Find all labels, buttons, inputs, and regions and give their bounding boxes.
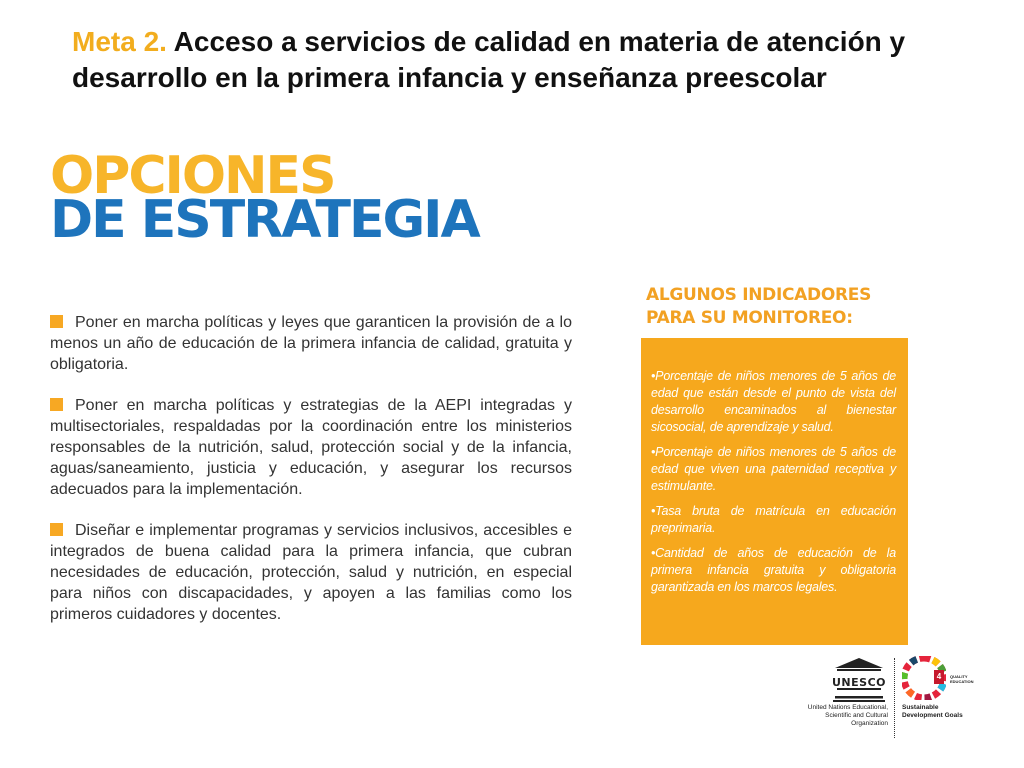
square-bullet-icon bbox=[50, 523, 63, 536]
strategy-item bbox=[50, 520, 572, 625]
slide-title bbox=[72, 24, 972, 96]
unesco-wordmark: UNESCO bbox=[832, 676, 886, 689]
unesco-caption: United Nations Educational, Scientific and Cultural Organization bbox=[807, 704, 888, 727]
goal-title-text: Acceso a servicios de calidad en materia de atención y desarrollo en la primera infancia y enseñanza preescolar bbox=[72, 26, 906, 93]
sdg4-label: QUALITY EDUCATION bbox=[950, 674, 974, 684]
strategy-text: Diseñar e implementar programas y servicios inclusivos, accesibles e integrados de buena calidad para la primera infancia, que cubran necesidades de educación, protección, salud y nutrición, en especial para niños con discapacidades, y apoyen a las familias como los primeros cuidadores y docentes. bbox=[50, 522, 572, 623]
strategy-text: Poner en marcha políticas y estrategias de la AEPI integradas y multisectoriales, respaldadas por la coordinación entre los ministerios responsables de la nutrición, salud, protección social y de la infancia, aguas/saneamiento, justicia y educación, y asegurar los recursos adecuados para la implementación. bbox=[50, 397, 572, 498]
strategy-heading-line2: DE ESTRATEGIA bbox=[50, 190, 479, 250]
indicator-item: •Cantidad de años de educación de la primera infancia gratuita y obligatoria garantizada en los marcos legales. bbox=[651, 546, 896, 594]
indicators-box bbox=[641, 338, 908, 645]
strategy-heading-line1: OPCIONES bbox=[50, 146, 335, 206]
sdg-caption: Sustainable Development Goals bbox=[902, 704, 963, 719]
sdg4-badge: 4 bbox=[934, 670, 944, 684]
goal-label: Meta 2. bbox=[72, 26, 167, 57]
strategy-item bbox=[50, 312, 572, 375]
unesco-logo-icon bbox=[832, 656, 886, 702]
strategy-text: Poner en marcha políticas y leyes que garanticen la provisión de a lo menos un año de educación de la primera infancia de calidad, gratuita y obligatoria. bbox=[50, 314, 572, 373]
indicator-item: •Porcentaje de niños menores de 5 años de edad que están desde el punto de vista del desarrollo encaminados al bienestar sicosocial, de aprendizaje y salud. bbox=[651, 369, 896, 434]
indicators-title: ALGUNOS INDICADORES PARA SU MONITOREO: bbox=[646, 285, 872, 328]
strategy-item bbox=[50, 395, 572, 500]
indicator-item: •Tasa bruta de matrícula en educación preprimaria. bbox=[651, 504, 896, 535]
indicator-item: •Porcentaje de niños menores de 5 años de edad que viven una paternidad receptiva y estimulante. bbox=[651, 445, 896, 493]
strategy-list bbox=[50, 312, 572, 645]
square-bullet-icon bbox=[50, 315, 63, 328]
logo-divider bbox=[894, 658, 895, 738]
square-bullet-icon bbox=[50, 398, 63, 411]
logos-footer bbox=[800, 652, 980, 742]
